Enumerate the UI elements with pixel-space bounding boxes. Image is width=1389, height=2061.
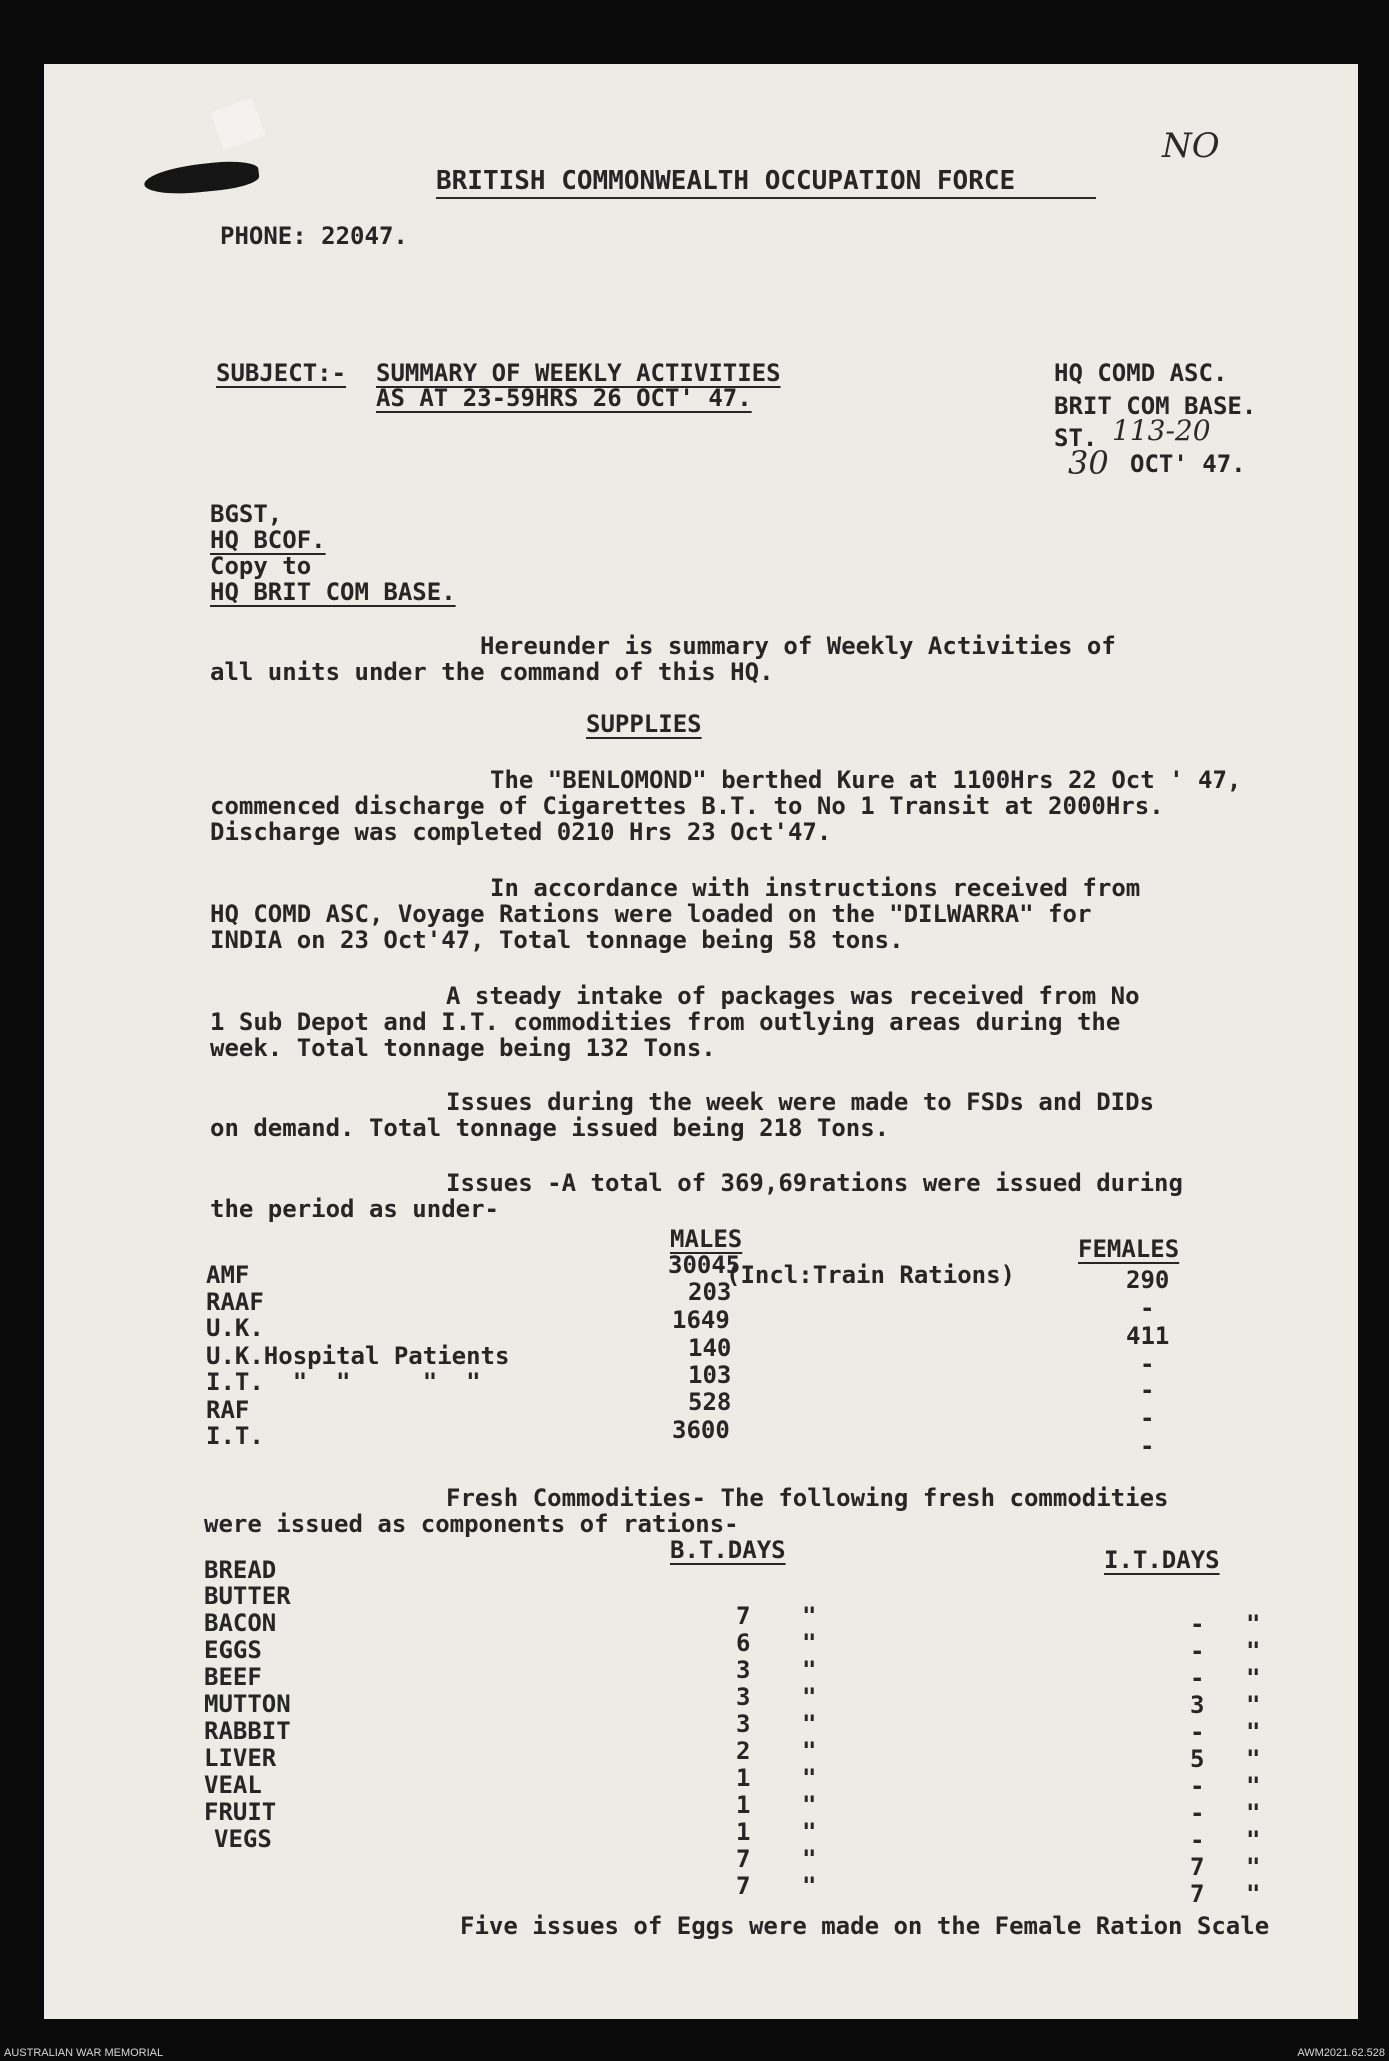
closing-line: Five issues of Eggs were made on the Female Ration Scale bbox=[460, 1912, 1270, 1940]
it-days-value: 3 bbox=[1190, 1691, 1205, 1719]
phone-number: PHONE: 22047. bbox=[220, 222, 408, 250]
commodity-name: RABBIT bbox=[204, 1717, 291, 1745]
table-row-label: AMF bbox=[206, 1261, 250, 1289]
table-row-label: RAF bbox=[206, 1396, 250, 1424]
bt-days-value: 7 bbox=[736, 1872, 751, 1900]
table-row-females: - bbox=[1140, 1350, 1155, 1378]
ditto-mark: " bbox=[802, 1791, 817, 1819]
ditto-mark: " bbox=[1246, 1826, 1261, 1854]
ditto-mark: " bbox=[1246, 1718, 1261, 1746]
ditto-mark: " bbox=[802, 1710, 817, 1738]
commodity-name: BUTTER bbox=[204, 1582, 291, 1610]
subject-line-1: SUMMARY OF WEEKLY ACTIVITIES bbox=[376, 359, 781, 387]
column-header-bt-days: B.T.DAYS bbox=[670, 1536, 786, 1564]
p1-line-2: commenced discharge of Cigarettes B.T. to No 1 Transit at 2000Hrs. bbox=[210, 792, 1164, 820]
it-days-value: - bbox=[1190, 1718, 1205, 1746]
bt-days-value: 1 bbox=[736, 1818, 751, 1846]
commodity-name: LIVER bbox=[204, 1744, 277, 1772]
org-heading: BRITISH COMMONWEALTH OCCUPATION FORCE bbox=[436, 166, 1016, 196]
ditto-mark: " bbox=[802, 1602, 817, 1630]
it-days-value: 5 bbox=[1190, 1745, 1205, 1773]
ditto-mark: " bbox=[802, 1845, 817, 1873]
bt-days-value: 1 bbox=[736, 1791, 751, 1819]
train-rations-note: (Incl:Train Rations) bbox=[726, 1261, 1015, 1289]
address-line-1: BGST, bbox=[210, 500, 283, 528]
table-row-label: I.T. bbox=[206, 1422, 264, 1450]
p5-line-2: the period as under- bbox=[210, 1195, 499, 1223]
commodity-name: BREAD bbox=[204, 1556, 277, 1584]
handwritten-reference: 113-20 bbox=[1112, 414, 1211, 447]
table-row-males: 1649 bbox=[672, 1306, 730, 1334]
from-line-2: BRIT COM BASE. bbox=[1054, 392, 1257, 420]
ink-blot bbox=[143, 158, 260, 198]
p3-line-2: 1 Sub Depot and I.T. commodities from outlying areas during the bbox=[210, 1008, 1121, 1036]
p1-line-3: Discharge was completed 0210 Hrs 23 Oct'47. bbox=[210, 818, 832, 846]
table-row-females: 411 bbox=[1126, 1322, 1170, 1350]
bt-days-value: 7 bbox=[736, 1602, 751, 1630]
table-row-females: - bbox=[1140, 1404, 1155, 1432]
commodity-name: MUTTON bbox=[204, 1690, 291, 1718]
bt-days-value: 7 bbox=[736, 1845, 751, 1873]
ditto-mark: " bbox=[1246, 1637, 1261, 1665]
fresh-line-1: Fresh Commodities- The following fresh commodities bbox=[446, 1484, 1169, 1512]
ditto-mark: " bbox=[802, 1683, 817, 1711]
address-line-3: Copy to bbox=[210, 552, 312, 580]
p4-line-2: on demand. Total tonnage issued being 218 Tons. bbox=[210, 1114, 890, 1142]
bt-days-value: 3 bbox=[736, 1656, 751, 1684]
address-line-2: HQ BCOF. bbox=[210, 526, 326, 554]
commodity-name: FRUIT bbox=[204, 1798, 277, 1826]
ditto-mark: " bbox=[1246, 1853, 1261, 1881]
table-row-females: 290 bbox=[1126, 1266, 1170, 1294]
handwritten-date: 30 bbox=[1068, 444, 1109, 482]
table-row-males: 103 bbox=[688, 1361, 732, 1389]
p2-line-3: INDIA on 23 Oct'47, Total tonnage being 58 tons. bbox=[210, 926, 904, 954]
bt-days-value: 3 bbox=[736, 1710, 751, 1738]
table-row-males: 3600 bbox=[672, 1416, 730, 1444]
ditto-mark: " bbox=[1246, 1610, 1261, 1638]
column-header-it-days: I.T.DAYS bbox=[1104, 1546, 1220, 1574]
from-line-3: ST. bbox=[1054, 424, 1098, 452]
table-row-label: U.K.Hospital Patients bbox=[206, 1342, 510, 1370]
table-row-males: 30045 bbox=[668, 1251, 741, 1279]
p4-line-1: Issues during the week were made to FSDs and DIDs bbox=[446, 1088, 1155, 1116]
ditto-mark: " bbox=[1246, 1745, 1261, 1773]
p1-line-1: The "BENLOMOND" berthed Kure at 1100Hrs 22 Oct ' 47, bbox=[490, 766, 1242, 794]
ditto-mark: " bbox=[802, 1764, 817, 1792]
commodity-name: EGGS bbox=[204, 1636, 262, 1664]
column-header-males: MALES bbox=[670, 1225, 743, 1253]
footer-credit: AUSTRALIAN WAR MEMORIAL bbox=[4, 2047, 164, 2059]
p2-line-2: HQ COMD ASC, Voyage Rations were loaded on the "DILWARRA" for bbox=[210, 900, 1092, 928]
subject-label: SUBJECT:- bbox=[216, 359, 347, 387]
date-month-year: OCT' 47. bbox=[1130, 450, 1246, 478]
table-row-males: 528 bbox=[688, 1388, 732, 1416]
commodity-name: BACON bbox=[204, 1609, 277, 1637]
ditto-mark: " bbox=[802, 1737, 817, 1765]
ditto-mark: " bbox=[1246, 1799, 1261, 1827]
table-row-females: - bbox=[1140, 1294, 1155, 1322]
bt-days-value: 2 bbox=[736, 1737, 751, 1765]
intro-line-2: all units under the command of this HQ. bbox=[210, 658, 774, 686]
section-title: SUPPLIES bbox=[586, 710, 702, 738]
it-days-value: - bbox=[1190, 1664, 1205, 1692]
table-row-males: 203 bbox=[688, 1278, 732, 1306]
bt-days-value: 6 bbox=[736, 1629, 751, 1657]
footer-accession: AWM2021.62.528 bbox=[1297, 2047, 1385, 2059]
address-line-4: HQ BRIT COM BASE. bbox=[210, 578, 456, 606]
ditto-mark: " bbox=[1246, 1664, 1261, 1692]
handwritten-annotation: NO bbox=[1162, 126, 1220, 166]
ditto-mark: " bbox=[802, 1872, 817, 1900]
it-days-value: - bbox=[1190, 1610, 1205, 1638]
table-row-males: 140 bbox=[688, 1334, 732, 1362]
it-days-value: - bbox=[1190, 1637, 1205, 1665]
table-row-label: RAAF bbox=[206, 1288, 264, 1316]
fresh-line-2: were issued as components of rations- bbox=[204, 1510, 739, 1538]
commodity-name: BEEF bbox=[204, 1663, 262, 1691]
table-row-females: - bbox=[1140, 1432, 1155, 1460]
it-days-value: - bbox=[1190, 1772, 1205, 1800]
p3-line-3: week. Total tonnage being 132 Tons. bbox=[210, 1034, 716, 1062]
p3-line-1: A steady intake of packages was received from No bbox=[446, 982, 1140, 1010]
commodity-name: VEAL bbox=[204, 1771, 262, 1799]
it-days-value: - bbox=[1190, 1799, 1205, 1827]
table-row-label: I.T. " " " " bbox=[206, 1368, 481, 1396]
it-days-value: 7 bbox=[1190, 1853, 1205, 1881]
ditto-mark: " bbox=[802, 1629, 817, 1657]
heading-underline bbox=[436, 197, 1096, 199]
commodity-name: VEGS bbox=[214, 1825, 272, 1853]
ditto-mark: " bbox=[802, 1818, 817, 1846]
table-row-females: - bbox=[1140, 1376, 1155, 1404]
from-line-1: HQ COMD ASC. bbox=[1054, 359, 1228, 387]
column-header-females: FEMALES bbox=[1078, 1235, 1180, 1263]
ditto-mark: " bbox=[1246, 1772, 1261, 1800]
torn-corner bbox=[210, 98, 265, 151]
bt-days-value: 1 bbox=[736, 1764, 751, 1792]
bt-days-value: 3 bbox=[736, 1683, 751, 1711]
subject-line-2: AS AT 23-59HRS 26 OCT' 47. bbox=[376, 384, 752, 412]
ditto-mark: " bbox=[1246, 1880, 1261, 1908]
it-days-value: - bbox=[1190, 1826, 1205, 1854]
intro-line-1: Hereunder is summary of Weekly Activities of bbox=[480, 632, 1116, 660]
ditto-mark: " bbox=[1246, 1691, 1261, 1719]
ditto-mark: " bbox=[802, 1656, 817, 1684]
p5-line-1: Issues -A total of 369,69rations were issued during bbox=[446, 1169, 1183, 1197]
it-days-value: 7 bbox=[1190, 1880, 1205, 1908]
table-row-label: U.K. bbox=[206, 1314, 264, 1342]
document-page bbox=[44, 64, 1358, 2019]
p2-line-1: In accordance with instructions received from bbox=[490, 874, 1141, 902]
